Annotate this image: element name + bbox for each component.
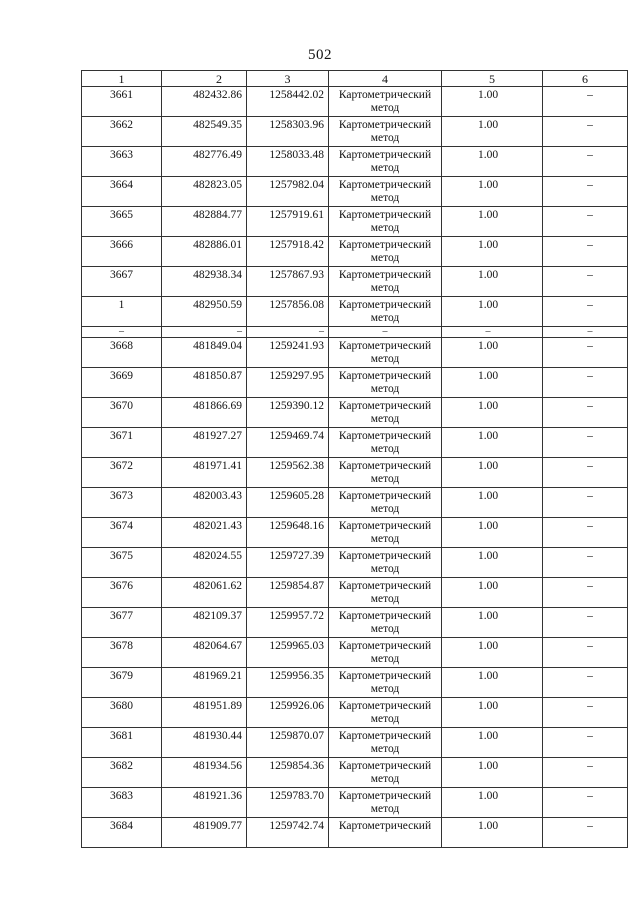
accuracy-cell: 1.00 bbox=[442, 518, 543, 548]
x-coordinate-cell: 481969.21 bbox=[162, 668, 247, 698]
note-cell: – bbox=[543, 297, 628, 327]
x-coordinate-cell: 481934.56 bbox=[162, 758, 247, 788]
table-row bbox=[82, 668, 628, 698]
x-coordinate-cell: 482061.62 bbox=[162, 578, 247, 608]
point-number-cell: 3672 bbox=[82, 458, 162, 488]
table-row bbox=[82, 458, 628, 488]
method-cell: Картометрический метод bbox=[329, 297, 442, 327]
y-coordinate-cell: 1259742.74 bbox=[247, 818, 329, 848]
x-coordinate-cell: 481850.87 bbox=[162, 368, 247, 398]
method-cell: Картометрический метод bbox=[329, 458, 442, 488]
table-body bbox=[82, 87, 628, 848]
note-cell: – bbox=[543, 327, 628, 338]
x-coordinate-cell: 481921.36 bbox=[162, 788, 247, 818]
accuracy-cell: 1.00 bbox=[442, 207, 543, 237]
accuracy-cell: 1.00 bbox=[442, 638, 543, 668]
y-coordinate-cell: 1259562.38 bbox=[247, 458, 329, 488]
y-coordinate-cell: 1259390.12 bbox=[247, 398, 329, 428]
point-number-cell: 3669 bbox=[82, 368, 162, 398]
note-cell: – bbox=[543, 147, 628, 177]
accuracy-cell: 1.00 bbox=[442, 177, 543, 207]
column-header-4: 4 bbox=[329, 71, 442, 87]
table-row bbox=[82, 758, 628, 788]
point-number-cell: 3668 bbox=[82, 338, 162, 368]
note-cell: – bbox=[543, 488, 628, 518]
point-number-cell: 3664 bbox=[82, 177, 162, 207]
column-header-2: 2 bbox=[162, 71, 247, 87]
method-cell: Картометрический метод bbox=[329, 117, 442, 147]
y-coordinate-cell: 1259956.35 bbox=[247, 668, 329, 698]
x-coordinate-cell: 482886.01 bbox=[162, 237, 247, 267]
method-cell: Картометрический метод bbox=[329, 758, 442, 788]
point-number-cell: 3670 bbox=[82, 398, 162, 428]
accuracy-cell: 1.00 bbox=[442, 237, 543, 267]
note-cell: – bbox=[543, 818, 628, 848]
method-cell: Картометрический bbox=[329, 818, 442, 848]
note-cell: – bbox=[543, 578, 628, 608]
y-coordinate-cell: 1259297.95 bbox=[247, 368, 329, 398]
x-coordinate-cell: 482021.43 bbox=[162, 518, 247, 548]
note-cell: – bbox=[543, 518, 628, 548]
note-cell: – bbox=[543, 398, 628, 428]
y-coordinate-cell: – bbox=[247, 327, 329, 338]
x-coordinate-cell: – bbox=[162, 327, 247, 338]
accuracy-cell: 1.00 bbox=[442, 267, 543, 297]
method-cell: Картометрический метод bbox=[329, 638, 442, 668]
accuracy-cell: 1.00 bbox=[442, 458, 543, 488]
note-cell: – bbox=[543, 698, 628, 728]
note-cell: – bbox=[543, 237, 628, 267]
note-cell: – bbox=[543, 728, 628, 758]
x-coordinate-cell: 482938.34 bbox=[162, 267, 247, 297]
accuracy-cell: 1.00 bbox=[442, 338, 543, 368]
x-coordinate-cell: 482024.55 bbox=[162, 548, 247, 578]
table-row bbox=[82, 428, 628, 458]
note-cell: – bbox=[543, 207, 628, 237]
method-cell: Картометрический метод bbox=[329, 147, 442, 177]
accuracy-cell: 1.00 bbox=[442, 578, 543, 608]
method-cell: – bbox=[329, 327, 442, 338]
header-row bbox=[82, 71, 628, 87]
point-number-cell: 1 bbox=[82, 297, 162, 327]
accuracy-cell: 1.00 bbox=[442, 818, 543, 848]
accuracy-cell: 1.00 bbox=[442, 728, 543, 758]
x-coordinate-cell: 482109.37 bbox=[162, 608, 247, 638]
accuracy-cell: 1.00 bbox=[442, 87, 543, 117]
table-row bbox=[82, 518, 628, 548]
point-number-cell: 3681 bbox=[82, 728, 162, 758]
y-coordinate-cell: 1259870.07 bbox=[247, 728, 329, 758]
method-cell: Картометрический метод bbox=[329, 548, 442, 578]
method-cell: Картометрический метод bbox=[329, 578, 442, 608]
note-cell: – bbox=[543, 368, 628, 398]
table-row bbox=[82, 638, 628, 668]
note-cell: – bbox=[543, 338, 628, 368]
point-number-cell: 3678 bbox=[82, 638, 162, 668]
column-header-1: 1 bbox=[82, 71, 162, 87]
table-row bbox=[82, 147, 628, 177]
table-row bbox=[82, 368, 628, 398]
method-cell: Картометрический метод bbox=[329, 87, 442, 117]
table-row bbox=[82, 578, 628, 608]
accuracy-cell: 1.00 bbox=[442, 398, 543, 428]
note-cell: – bbox=[543, 458, 628, 488]
accuracy-cell: 1.00 bbox=[442, 368, 543, 398]
y-coordinate-cell: 1257918.42 bbox=[247, 237, 329, 267]
y-coordinate-cell: 1259605.28 bbox=[247, 488, 329, 518]
method-cell: Картометрический метод bbox=[329, 207, 442, 237]
table-row bbox=[82, 548, 628, 578]
table-row bbox=[82, 698, 628, 728]
x-coordinate-cell: 482432.86 bbox=[162, 87, 247, 117]
point-number-cell: 3674 bbox=[82, 518, 162, 548]
method-cell: Картометрический метод bbox=[329, 398, 442, 428]
accuracy-cell: 1.00 bbox=[442, 788, 543, 818]
note-cell: – bbox=[543, 668, 628, 698]
point-number-cell: 3665 bbox=[82, 207, 162, 237]
accuracy-cell: 1.00 bbox=[442, 297, 543, 327]
note-cell: – bbox=[543, 788, 628, 818]
y-coordinate-cell: 1257982.04 bbox=[247, 177, 329, 207]
note-cell: – bbox=[543, 177, 628, 207]
coordinates-table bbox=[81, 70, 628, 848]
method-cell: Картометрический метод bbox=[329, 668, 442, 698]
y-coordinate-cell: 1259469.74 bbox=[247, 428, 329, 458]
accuracy-cell: 1.00 bbox=[442, 608, 543, 638]
accuracy-cell: 1.00 bbox=[442, 548, 543, 578]
y-coordinate-cell: 1258442.02 bbox=[247, 87, 329, 117]
y-coordinate-cell: 1259241.93 bbox=[247, 338, 329, 368]
point-number-cell: 3676 bbox=[82, 578, 162, 608]
note-cell: – bbox=[543, 608, 628, 638]
note-cell: – bbox=[543, 428, 628, 458]
accuracy-cell: 1.00 bbox=[442, 147, 543, 177]
method-cell: Картометрический метод bbox=[329, 237, 442, 267]
y-coordinate-cell: 1259854.36 bbox=[247, 758, 329, 788]
y-coordinate-cell: 1259926.06 bbox=[247, 698, 329, 728]
point-number-cell: 3673 bbox=[82, 488, 162, 518]
method-cell: Картометрический метод bbox=[329, 518, 442, 548]
x-coordinate-cell: 481930.44 bbox=[162, 728, 247, 758]
x-coordinate-cell: 482823.05 bbox=[162, 177, 247, 207]
column-header-6: 6 bbox=[543, 71, 628, 87]
page-number: 502 bbox=[308, 47, 332, 63]
method-cell: Картометрический метод bbox=[329, 488, 442, 518]
x-coordinate-cell: 481866.69 bbox=[162, 398, 247, 428]
x-coordinate-cell: 482549.35 bbox=[162, 117, 247, 147]
point-number-cell: – bbox=[82, 327, 162, 338]
accuracy-cell: 1.00 bbox=[442, 698, 543, 728]
table-row bbox=[82, 267, 628, 297]
point-number-cell: 3675 bbox=[82, 548, 162, 578]
method-cell: Картометрический метод bbox=[329, 177, 442, 207]
x-coordinate-cell: 482884.77 bbox=[162, 207, 247, 237]
table-row bbox=[82, 117, 628, 147]
table-row bbox=[82, 398, 628, 428]
x-coordinate-cell: 481909.77 bbox=[162, 818, 247, 848]
table-row bbox=[82, 728, 628, 758]
y-coordinate-cell: 1257919.61 bbox=[247, 207, 329, 237]
method-cell: Картометрический метод bbox=[329, 788, 442, 818]
table-row bbox=[82, 338, 628, 368]
note-cell: – bbox=[543, 87, 628, 117]
y-coordinate-cell: 1257856.08 bbox=[247, 297, 329, 327]
accuracy-cell: 1.00 bbox=[442, 488, 543, 518]
point-number-cell: 3662 bbox=[82, 117, 162, 147]
x-coordinate-cell: 482064.67 bbox=[162, 638, 247, 668]
point-number-cell: 3680 bbox=[82, 698, 162, 728]
table-row bbox=[82, 297, 628, 327]
x-coordinate-cell: 481971.41 bbox=[162, 458, 247, 488]
point-number-cell: 3677 bbox=[82, 608, 162, 638]
point-number-cell: 3683 bbox=[82, 788, 162, 818]
method-cell: Картометрический метод bbox=[329, 338, 442, 368]
note-cell: – bbox=[543, 117, 628, 147]
table-row bbox=[82, 818, 628, 848]
accuracy-cell: 1.00 bbox=[442, 758, 543, 788]
x-coordinate-cell: 482776.49 bbox=[162, 147, 247, 177]
column-header-3: 3 bbox=[247, 71, 329, 87]
x-coordinate-cell: 481849.04 bbox=[162, 338, 247, 368]
method-cell: Картометрический метод bbox=[329, 428, 442, 458]
point-number-cell: 3666 bbox=[82, 237, 162, 267]
y-coordinate-cell: 1258303.96 bbox=[247, 117, 329, 147]
y-coordinate-cell: 1257867.93 bbox=[247, 267, 329, 297]
table-row bbox=[82, 237, 628, 267]
method-cell: Картометрический метод bbox=[329, 368, 442, 398]
method-cell: Картометрический метод bbox=[329, 698, 442, 728]
y-coordinate-cell: 1259854.87 bbox=[247, 578, 329, 608]
method-cell: Картометрический метод bbox=[329, 608, 442, 638]
column-header-5: 5 bbox=[442, 71, 543, 87]
table-row bbox=[82, 608, 628, 638]
table-row bbox=[82, 177, 628, 207]
point-number-cell: 3663 bbox=[82, 147, 162, 177]
x-coordinate-cell: 481927.27 bbox=[162, 428, 247, 458]
table-row bbox=[82, 207, 628, 237]
point-number-cell: 3671 bbox=[82, 428, 162, 458]
point-number-cell: 3684 bbox=[82, 818, 162, 848]
separator-row bbox=[82, 327, 628, 338]
note-cell: – bbox=[543, 758, 628, 788]
accuracy-cell: – bbox=[442, 327, 543, 338]
accuracy-cell: 1.00 bbox=[442, 668, 543, 698]
note-cell: – bbox=[543, 638, 628, 668]
y-coordinate-cell: 1259648.16 bbox=[247, 518, 329, 548]
accuracy-cell: 1.00 bbox=[442, 117, 543, 147]
point-number-cell: 3679 bbox=[82, 668, 162, 698]
table-row bbox=[82, 488, 628, 518]
method-cell: Картометрический метод bbox=[329, 728, 442, 758]
x-coordinate-cell: 481951.89 bbox=[162, 698, 247, 728]
y-coordinate-cell: 1259957.72 bbox=[247, 608, 329, 638]
accuracy-cell: 1.00 bbox=[442, 428, 543, 458]
method-cell: Картометрический метод bbox=[329, 267, 442, 297]
point-number-cell: 3682 bbox=[82, 758, 162, 788]
x-coordinate-cell: 482950.59 bbox=[162, 297, 247, 327]
table-row bbox=[82, 788, 628, 818]
y-coordinate-cell: 1259727.39 bbox=[247, 548, 329, 578]
point-number-cell: 3661 bbox=[82, 87, 162, 117]
y-coordinate-cell: 1258033.48 bbox=[247, 147, 329, 177]
table-row bbox=[82, 87, 628, 117]
x-coordinate-cell: 482003.43 bbox=[162, 488, 247, 518]
y-coordinate-cell: 1259783.70 bbox=[247, 788, 329, 818]
note-cell: – bbox=[543, 267, 628, 297]
y-coordinate-cell: 1259965.03 bbox=[247, 638, 329, 668]
note-cell: – bbox=[543, 548, 628, 578]
point-number-cell: 3667 bbox=[82, 267, 162, 297]
